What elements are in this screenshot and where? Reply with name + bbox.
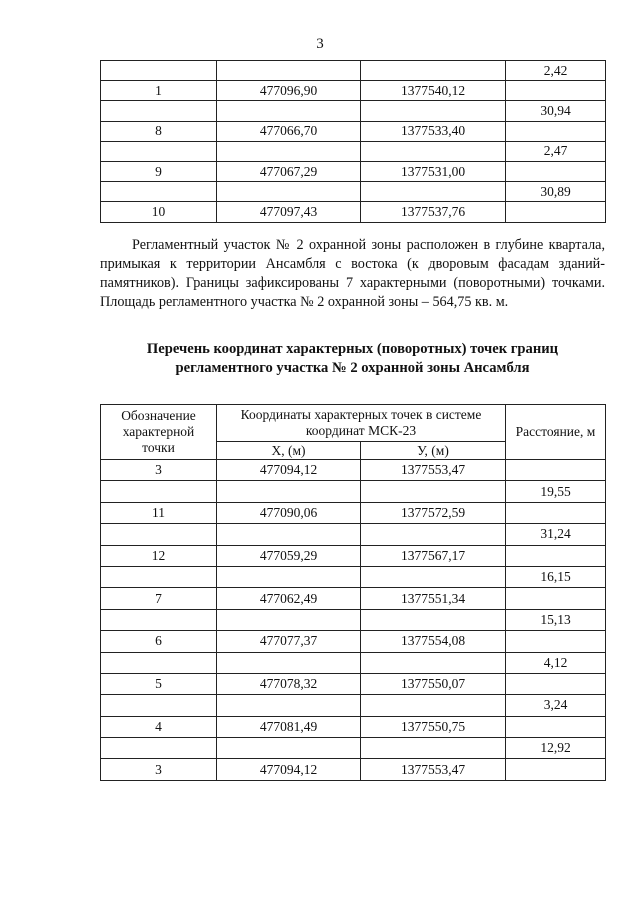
table-row-point bbox=[101, 545, 606, 566]
point-cell: 4 bbox=[101, 716, 217, 737]
header-distance: Расстояние, м bbox=[506, 405, 606, 460]
x-cell bbox=[217, 101, 361, 121]
y-cell: 1377554,08 bbox=[361, 631, 506, 652]
distance-cell: 16,15 bbox=[506, 566, 606, 587]
y-cell: 1377537,76 bbox=[361, 202, 506, 222]
table-row-point bbox=[101, 631, 606, 652]
x-cell bbox=[217, 738, 361, 759]
y-cell: 1377553,47 bbox=[361, 460, 506, 481]
x-cell bbox=[217, 695, 361, 716]
coordinates-table bbox=[100, 404, 606, 781]
distance-cell bbox=[506, 161, 606, 181]
coordinates-table-continued bbox=[100, 60, 606, 223]
description-paragraph: Регламентный участок № 2 охранной зоны расположен в глубине квартала, примыкая к территории Ансамбля с востока (к дворовым фасадам зданий-памятников). Границы зафиксированы 7 характерными (поворотными) точками. Площадь регламентного участка № 2 охранной зоны – 564,75 кв. м. bbox=[100, 237, 605, 310]
distance-cell: 4,12 bbox=[506, 652, 606, 673]
x-cell: 477094,12 bbox=[217, 460, 361, 481]
distance-cell bbox=[506, 673, 606, 694]
y-cell: 1377540,12 bbox=[361, 81, 506, 101]
distance-cell bbox=[506, 759, 606, 780]
point-cell bbox=[101, 652, 217, 673]
distance-cell: 3,24 bbox=[506, 695, 606, 716]
x-cell: 477090,06 bbox=[217, 502, 361, 523]
x-cell: 477066,70 bbox=[217, 121, 361, 141]
point-cell: 5 bbox=[101, 673, 217, 694]
point-cell: 12 bbox=[101, 545, 217, 566]
x-cell: 477077,37 bbox=[217, 631, 361, 652]
x-cell bbox=[217, 61, 361, 81]
y-cell: 1377550,07 bbox=[361, 673, 506, 694]
x-cell bbox=[217, 141, 361, 161]
distance-cell bbox=[506, 502, 606, 523]
table-heading-line-2: регламентного участка № 2 охранной зоны Ансамбля bbox=[175, 360, 530, 376]
x-cell bbox=[217, 652, 361, 673]
point-cell bbox=[101, 524, 217, 545]
point-cell bbox=[101, 609, 217, 630]
distance-cell: 30,89 bbox=[506, 182, 606, 202]
y-cell: 1377553,47 bbox=[361, 759, 506, 780]
point-cell bbox=[101, 481, 217, 502]
point-cell bbox=[101, 695, 217, 716]
table-row-distance bbox=[101, 61, 606, 81]
y-cell bbox=[361, 182, 506, 202]
table-row-distance bbox=[101, 481, 606, 502]
y-cell bbox=[361, 61, 506, 81]
table-row-point bbox=[101, 588, 606, 609]
y-cell bbox=[361, 481, 506, 502]
x-cell bbox=[217, 481, 361, 502]
y-cell bbox=[361, 524, 506, 545]
distance-cell: 19,55 bbox=[506, 481, 606, 502]
table-row-distance bbox=[101, 652, 606, 673]
header-x: X, (м) bbox=[217, 442, 361, 460]
table-row-point bbox=[101, 161, 606, 181]
x-cell: 477059,29 bbox=[217, 545, 361, 566]
table-row-point bbox=[101, 81, 606, 101]
distance-cell bbox=[506, 81, 606, 101]
y-cell bbox=[361, 738, 506, 759]
table-row-point bbox=[101, 202, 606, 222]
distance-cell bbox=[506, 460, 606, 481]
point-cell: 6 bbox=[101, 631, 217, 652]
table-row-point bbox=[101, 460, 606, 481]
point-cell: 7 bbox=[101, 588, 217, 609]
table-row-distance bbox=[101, 141, 606, 161]
distance-cell bbox=[506, 716, 606, 737]
y-cell: 1377533,40 bbox=[361, 121, 506, 141]
table-row-point bbox=[101, 716, 606, 737]
distance-cell bbox=[506, 588, 606, 609]
point-cell bbox=[101, 141, 217, 161]
table-row-point bbox=[101, 759, 606, 780]
point-cell: 10 bbox=[101, 202, 217, 222]
y-cell bbox=[361, 101, 506, 121]
x-cell: 477097,43 bbox=[217, 202, 361, 222]
distance-cell bbox=[506, 545, 606, 566]
y-cell: 1377531,00 bbox=[361, 161, 506, 181]
point-cell: 11 bbox=[101, 502, 217, 523]
table-row-point bbox=[101, 673, 606, 694]
y-cell: 1377567,17 bbox=[361, 545, 506, 566]
distance-cell: 2,47 bbox=[506, 141, 606, 161]
distance-cell: 30,94 bbox=[506, 101, 606, 121]
point-cell: 1 bbox=[101, 81, 217, 101]
x-cell bbox=[217, 566, 361, 587]
page-number: 3 bbox=[316, 36, 324, 52]
distance-cell: 15,13 bbox=[506, 609, 606, 630]
distance-cell bbox=[506, 202, 606, 222]
y-cell: 1377572,59 bbox=[361, 502, 506, 523]
distance-cell bbox=[506, 631, 606, 652]
x-cell bbox=[217, 182, 361, 202]
table-row-distance bbox=[101, 101, 606, 121]
table-row-distance bbox=[101, 738, 606, 759]
distance-cell: 31,24 bbox=[506, 524, 606, 545]
y-cell bbox=[361, 141, 506, 161]
table-row-distance bbox=[101, 524, 606, 545]
point-cell: 3 bbox=[101, 759, 217, 780]
point-cell bbox=[101, 61, 217, 81]
x-cell: 477081,49 bbox=[217, 716, 361, 737]
distance-cell: 12,92 bbox=[506, 738, 606, 759]
y-cell bbox=[361, 609, 506, 630]
point-cell bbox=[101, 738, 217, 759]
y-cell bbox=[361, 652, 506, 673]
x-cell: 477096,90 bbox=[217, 81, 361, 101]
table-row-distance bbox=[101, 609, 606, 630]
x-cell: 477094,12 bbox=[217, 759, 361, 780]
table-row-point bbox=[101, 121, 606, 141]
x-cell: 477062,49 bbox=[217, 588, 361, 609]
distance-cell bbox=[506, 121, 606, 141]
point-cell: 8 bbox=[101, 121, 217, 141]
y-cell: 1377551,34 bbox=[361, 588, 506, 609]
table-heading-line-1: Перечень координат характерных (поворотных) точек границ bbox=[146, 341, 559, 357]
x-cell bbox=[217, 524, 361, 545]
y-cell bbox=[361, 566, 506, 587]
y-cell: 1377550,75 bbox=[361, 716, 506, 737]
table-row-distance bbox=[101, 695, 606, 716]
header-coordinates: Координаты характерных точек в системе координат МСК-23 bbox=[217, 405, 506, 442]
table-row-point bbox=[101, 502, 606, 523]
point-cell bbox=[101, 566, 217, 587]
point-cell bbox=[101, 101, 217, 121]
point-cell: 9 bbox=[101, 161, 217, 181]
table-heading bbox=[100, 340, 605, 378]
point-cell: 3 bbox=[101, 460, 217, 481]
x-cell: 477078,32 bbox=[217, 673, 361, 694]
header-y: У, (м) bbox=[361, 442, 506, 460]
x-cell: 477067,29 bbox=[217, 161, 361, 181]
table-row-distance bbox=[101, 182, 606, 202]
table-row-distance bbox=[101, 566, 606, 587]
y-cell bbox=[361, 695, 506, 716]
x-cell bbox=[217, 609, 361, 630]
point-cell bbox=[101, 182, 217, 202]
distance-cell: 2,42 bbox=[506, 61, 606, 81]
header-point-designation: Обозначение характерной точки bbox=[101, 405, 217, 460]
